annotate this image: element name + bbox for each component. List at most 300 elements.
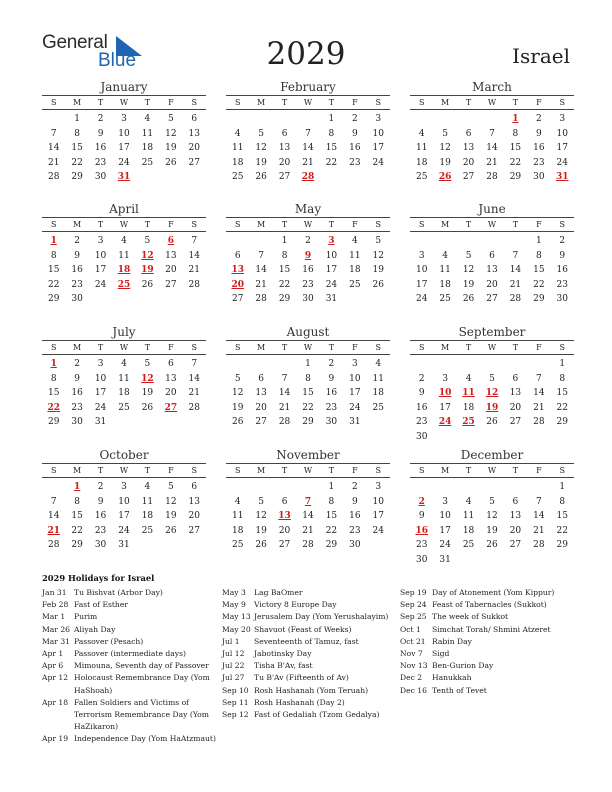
month-april xyxy=(42,202,206,307)
holiday-day-cell: 3 xyxy=(328,236,335,246)
day-cell: 19 xyxy=(372,265,384,275)
day-cell: 12 xyxy=(255,143,267,153)
day-cell: 29 xyxy=(71,172,83,182)
day-cell: 29 xyxy=(556,417,568,427)
day-cell: 23 xyxy=(349,525,361,536)
holiday-name: Fast of Esther xyxy=(74,600,128,610)
day-cell: 13 xyxy=(486,265,498,275)
day-cell: 2 xyxy=(418,373,425,384)
day-cell: 5 xyxy=(489,496,495,507)
holiday-entry xyxy=(400,611,580,623)
day-cell: 5 xyxy=(442,128,448,139)
weekday-label: W xyxy=(119,98,129,107)
month-name: February xyxy=(280,80,336,94)
day-cell: 11 xyxy=(141,496,154,507)
day-cell: 24 xyxy=(372,525,384,536)
weekday-label: T xyxy=(144,343,151,352)
empty-day-cell xyxy=(527,480,550,495)
holiday-day-cell: 25 xyxy=(117,279,131,290)
holiday-date: Apr 1 xyxy=(42,649,64,659)
day-cell: 3 xyxy=(121,114,127,124)
day-cell: 9 xyxy=(351,496,358,507)
day-cell: 25 xyxy=(415,172,428,182)
holiday-date: Jul 22 xyxy=(222,661,245,671)
day-cell: 20 xyxy=(278,157,291,168)
day-cell: 29 xyxy=(556,540,568,550)
empty-day-cell xyxy=(296,480,319,495)
weekday-header xyxy=(42,217,206,232)
holiday-day-cell: 1 xyxy=(50,236,57,246)
day-grid xyxy=(226,232,390,307)
day-cell: 6 xyxy=(489,250,495,261)
holiday-entry xyxy=(222,611,394,623)
day-cell: 31 xyxy=(325,294,338,304)
holiday-entry xyxy=(42,599,220,611)
day-cell: 12 xyxy=(165,128,177,139)
day-cell: 14 xyxy=(47,143,60,153)
holiday-name: Ben-Gurion Day xyxy=(432,661,494,671)
day-cell: 22 xyxy=(71,157,83,168)
weekday-label: M xyxy=(257,98,266,107)
weekday-label: F xyxy=(536,343,542,352)
holiday-day-cell: 19 xyxy=(141,265,154,275)
holiday-entry xyxy=(222,624,394,636)
day-cell: 2 xyxy=(351,482,358,492)
page-title-year: 2029 xyxy=(266,36,346,72)
day-cell: 9 xyxy=(97,496,104,507)
empty-day-cell xyxy=(480,357,503,372)
holiday-entry xyxy=(222,648,394,660)
holiday-date: Oct 21 xyxy=(400,636,426,646)
day-cell: 6 xyxy=(191,482,198,492)
day-cell: 9 xyxy=(328,373,335,384)
holiday-day-cell: 1 xyxy=(74,482,81,492)
holiday-date: Sep 24 xyxy=(400,600,427,610)
day-cell: 15 xyxy=(71,143,83,153)
day-cell: 31 xyxy=(349,417,361,427)
day-cell: 13 xyxy=(255,388,267,398)
day-cell: 17 xyxy=(372,511,384,521)
day-cell: 3 xyxy=(121,482,127,492)
day-cell: 15 xyxy=(47,388,60,398)
holiday-entry xyxy=(400,685,580,697)
holiday-name: Simchat Torah/ Shmini Atzeret xyxy=(432,624,551,634)
empty-day-cell xyxy=(273,112,296,127)
day-cell: 16 xyxy=(556,265,568,275)
holiday-date: Apr 19 xyxy=(42,734,69,744)
weekday-label: S xyxy=(559,466,566,475)
day-cell: 24 xyxy=(118,157,130,168)
day-cell: 17 xyxy=(439,525,451,536)
day-grid xyxy=(226,110,390,185)
holiday-entry xyxy=(42,624,220,636)
day-cell: 26 xyxy=(165,157,177,168)
day-cell: 24 xyxy=(415,294,428,304)
day-cell: 30 xyxy=(94,172,107,182)
day-cell: 5 xyxy=(144,236,151,246)
day-cell: 13 xyxy=(509,511,522,521)
weekday-label: S xyxy=(234,98,241,107)
day-cell: 30 xyxy=(415,431,428,442)
empty-day-cell xyxy=(433,357,456,372)
day-cell: 6 xyxy=(234,250,241,261)
day-cell: 15 xyxy=(325,511,338,521)
weekday-header xyxy=(42,340,206,355)
day-cell: 29 xyxy=(302,417,314,427)
day-cell: 7 xyxy=(489,128,495,139)
holiday-entry xyxy=(400,624,580,636)
holiday-day-cell: 2 xyxy=(418,496,425,507)
empty-day-cell xyxy=(504,480,527,495)
day-cell: 21 xyxy=(278,402,291,413)
day-cell: 30 xyxy=(556,294,568,304)
day-cell: 3 xyxy=(442,496,448,507)
holiday-entry xyxy=(42,660,220,672)
day-cell: 15 xyxy=(302,388,314,398)
holiday-column-2 xyxy=(222,587,394,721)
weekday-label: T xyxy=(328,98,335,107)
holiday-day-cell: 13 xyxy=(278,511,291,521)
day-cell: 13 xyxy=(188,128,200,139)
day-cell: 3 xyxy=(418,250,425,261)
day-cell: 19 xyxy=(141,388,154,398)
holiday-day-cell: 26 xyxy=(438,172,452,182)
day-cell: 17 xyxy=(439,402,451,413)
day-cell: 9 xyxy=(535,128,542,139)
day-cell: 26 xyxy=(486,417,498,427)
day-grid xyxy=(42,232,206,307)
holiday-entry xyxy=(400,587,580,599)
day-cell: 27 xyxy=(165,279,177,290)
day-cell: 4 xyxy=(121,236,127,246)
holiday-day-cell: 19 xyxy=(485,402,499,413)
day-cell: 11 xyxy=(141,128,154,139)
day-cell: 30 xyxy=(415,554,428,565)
day-cell: 9 xyxy=(418,511,425,521)
day-cell: 11 xyxy=(118,373,130,384)
weekday-label: S xyxy=(234,343,241,352)
day-cell: 20 xyxy=(509,402,522,413)
holiday-date: Feb 28 xyxy=(42,600,69,610)
day-cell: 11 xyxy=(439,265,451,275)
day-cell: 8 xyxy=(559,496,566,507)
month-june xyxy=(410,202,574,307)
day-grid xyxy=(410,355,574,444)
day-cell: 27 xyxy=(188,157,200,168)
weekday-label: T xyxy=(281,466,288,475)
day-cell: 22 xyxy=(509,157,522,168)
month-name: March xyxy=(472,80,512,94)
holiday-column-1 xyxy=(42,587,220,746)
day-cell: 21 xyxy=(533,525,545,536)
day-cell: 16 xyxy=(302,265,314,275)
weekday-label: T xyxy=(97,98,104,107)
day-cell: 26 xyxy=(486,540,498,550)
weekday-label: S xyxy=(418,98,425,107)
day-cell: 21 xyxy=(533,402,545,413)
holiday-date: Jul 12 xyxy=(222,649,245,659)
day-cell: 4 xyxy=(465,496,472,507)
day-cell: 22 xyxy=(302,402,314,413)
day-cell: 16 xyxy=(349,511,361,521)
day-cell: 12 xyxy=(231,388,244,398)
day-cell: 1 xyxy=(328,114,335,124)
holiday-day-cell: 31 xyxy=(117,172,131,182)
day-cell: 22 xyxy=(71,525,83,536)
day-grid xyxy=(42,355,206,430)
day-cell: 5 xyxy=(489,373,495,384)
day-cell: 3 xyxy=(97,236,104,246)
holiday-day-cell: 16 xyxy=(415,525,428,536)
day-cell: 23 xyxy=(94,157,107,168)
day-cell: 8 xyxy=(535,250,542,261)
day-cell: 19 xyxy=(255,157,267,168)
day-cell: 6 xyxy=(258,373,264,384)
day-cell: 4 xyxy=(144,114,151,124)
holiday-date: Jan 31 xyxy=(42,588,67,597)
day-cell: 30 xyxy=(325,417,338,427)
day-cell: 12 xyxy=(165,496,177,507)
day-cell: 4 xyxy=(442,250,448,261)
day-cell: 6 xyxy=(167,359,174,369)
logo-text-general: General xyxy=(42,32,108,53)
day-cell: 31 xyxy=(439,554,451,565)
day-cell: 3 xyxy=(375,114,382,124)
day-cell: 11 xyxy=(118,250,130,261)
weekday-label: F xyxy=(352,343,358,352)
day-cell: 31 xyxy=(94,417,107,427)
weekday-label: S xyxy=(191,98,198,107)
weekday-label: W xyxy=(487,466,497,475)
holiday-name: Shavuot (Feast of Weeks) xyxy=(254,624,352,634)
day-cell: 10 xyxy=(415,265,428,275)
day-grid xyxy=(410,478,574,567)
holiday-name: Rosh Hashanah (Yom Teruah) xyxy=(254,685,369,695)
day-cell: 14 xyxy=(533,388,545,398)
day-cell: 23 xyxy=(349,157,361,168)
day-cell: 9 xyxy=(418,388,425,398)
day-cell: 8 xyxy=(328,496,335,507)
day-cell: 30 xyxy=(349,540,361,550)
holiday-day-cell: 31 xyxy=(556,172,569,182)
day-cell: 13 xyxy=(462,143,475,153)
weekday-label: S xyxy=(50,343,57,352)
empty-day-cell xyxy=(273,357,296,372)
day-cell: 14 xyxy=(302,511,314,521)
holiday-date: Mar 31 xyxy=(42,636,71,646)
empty-day-cell xyxy=(249,112,272,127)
weekday-label: S xyxy=(234,466,241,475)
empty-day-cell xyxy=(433,480,456,495)
day-cell: 11 xyxy=(349,250,361,261)
day-cell: 17 xyxy=(118,143,130,153)
day-cell: 18 xyxy=(118,388,130,398)
empty-day-cell xyxy=(249,480,272,495)
day-cell: 25 xyxy=(231,540,244,550)
holiday-day-cell: 11 xyxy=(462,388,475,398)
day-cell: 3 xyxy=(442,373,448,384)
weekday-header xyxy=(410,95,574,110)
day-cell: 24 xyxy=(349,402,361,413)
holiday-entry xyxy=(222,587,394,599)
day-cell: 16 xyxy=(325,388,338,398)
holiday-name: Tu B'Av (Fifteenth of Av) xyxy=(254,673,349,683)
empty-day-cell xyxy=(527,357,550,372)
month-december xyxy=(410,448,574,567)
month-february xyxy=(226,80,390,185)
day-cell: 7 xyxy=(191,359,198,369)
weekday-label: S xyxy=(418,220,425,229)
month-september xyxy=(410,325,574,444)
weekday-label: T xyxy=(144,220,151,229)
day-cell: 28 xyxy=(255,294,267,304)
holiday-entry xyxy=(400,672,580,684)
empty-day-cell xyxy=(42,480,65,495)
day-grid xyxy=(42,478,206,553)
holiday-entry xyxy=(42,648,220,660)
weekday-label: T xyxy=(144,98,151,107)
day-cell: 23 xyxy=(71,279,83,290)
day-cell: 9 xyxy=(351,128,358,139)
weekday-label: S xyxy=(50,98,57,107)
day-cell: 28 xyxy=(509,294,522,304)
day-cell: 15 xyxy=(47,265,60,275)
day-cell: 16 xyxy=(415,402,428,413)
day-cell: 25 xyxy=(349,279,361,290)
day-cell: 13 xyxy=(165,373,177,384)
holiday-date: Mar 1 xyxy=(42,612,66,622)
weekday-header xyxy=(226,217,390,232)
holiday-date: Sep 10 xyxy=(222,685,249,695)
day-cell: 20 xyxy=(486,279,498,290)
day-cell: 10 xyxy=(556,128,568,139)
empty-day-cell xyxy=(249,357,272,372)
day-cell: 21 xyxy=(47,157,60,168)
day-cell: 23 xyxy=(415,417,428,427)
month-name: July xyxy=(112,325,136,339)
weekday-label: T xyxy=(465,98,472,107)
holiday-name: Sigd xyxy=(432,649,450,659)
weekday-label: F xyxy=(168,220,174,229)
weekday-label: T xyxy=(512,98,519,107)
weekday-label: T xyxy=(328,220,335,229)
holiday-date: Nov 7 xyxy=(400,649,423,659)
day-cell: 10 xyxy=(439,511,451,521)
day-cell: 6 xyxy=(281,496,288,507)
day-cell: 12 xyxy=(486,511,498,521)
day-cell: 10 xyxy=(372,496,384,507)
day-cell: 19 xyxy=(486,525,498,536)
empty-day-cell xyxy=(226,234,249,249)
day-cell: 2 xyxy=(535,114,542,124)
weekday-label: T xyxy=(465,466,472,475)
day-cell: 18 xyxy=(462,525,475,536)
holiday-entry xyxy=(42,587,220,599)
day-cell: 2 xyxy=(351,114,358,124)
weekday-label: T xyxy=(465,343,472,352)
day-cell: 27 xyxy=(509,540,522,550)
day-cell: 18 xyxy=(141,143,154,153)
day-cell: 8 xyxy=(559,373,566,384)
holiday-entry xyxy=(42,697,220,734)
holiday-entry xyxy=(222,660,394,672)
holiday-column-3 xyxy=(400,587,580,697)
day-cell: 1 xyxy=(74,114,80,124)
day-cell: 30 xyxy=(533,172,545,182)
day-cell: 25 xyxy=(141,157,154,168)
weekday-label: T xyxy=(97,466,104,475)
day-cell: 19 xyxy=(255,525,267,536)
weekday-label: F xyxy=(168,98,174,107)
day-cell: 4 xyxy=(234,496,241,507)
day-cell: 7 xyxy=(535,373,542,384)
day-cell: 21 xyxy=(509,279,522,290)
empty-day-cell xyxy=(457,480,480,495)
holiday-entry xyxy=(42,672,220,696)
holiday-list-title: 2029 Holidays for Israel xyxy=(42,573,155,583)
day-cell: 19 xyxy=(462,279,475,290)
day-cell: 8 xyxy=(74,496,80,507)
holiday-entry xyxy=(400,636,580,648)
day-cell: 29 xyxy=(533,294,545,304)
day-cell: 27 xyxy=(509,417,522,427)
day-cell: 17 xyxy=(372,143,384,153)
holiday-date: Jul 27 xyxy=(222,673,245,683)
holiday-date: Apr 12 xyxy=(42,673,69,683)
day-cell: 3 xyxy=(351,359,358,369)
day-cell: 29 xyxy=(47,417,60,427)
day-cell: 12 xyxy=(372,250,384,261)
day-cell: 10 xyxy=(325,250,338,261)
holiday-date: Apr 6 xyxy=(42,661,64,671)
day-cell: 20 xyxy=(278,525,291,536)
day-grid xyxy=(226,478,390,553)
day-cell: 20 xyxy=(188,511,200,521)
day-cell: 2 xyxy=(328,359,335,369)
holiday-day-cell: 9 xyxy=(304,250,312,261)
day-cell: 17 xyxy=(325,265,338,275)
holiday-day-cell: 21 xyxy=(47,525,60,536)
day-cell: 21 xyxy=(302,157,314,168)
day-cell: 17 xyxy=(556,143,568,153)
holiday-list xyxy=(42,573,582,744)
day-cell: 1 xyxy=(559,359,566,369)
day-cell: 18 xyxy=(231,525,244,536)
day-cell: 10 xyxy=(372,128,384,139)
day-cell: 26 xyxy=(372,279,384,290)
weekday-label: S xyxy=(50,466,57,475)
day-cell: 19 xyxy=(165,143,177,153)
empty-day-cell xyxy=(226,112,249,127)
day-cell: 3 xyxy=(97,359,104,369)
day-cell: 21 xyxy=(486,157,498,168)
holiday-date: Dec 16 xyxy=(400,685,427,695)
holiday-name: Victory 8 Europe Day xyxy=(254,600,337,610)
day-cell: 15 xyxy=(71,511,83,521)
day-cell: 22 xyxy=(533,279,545,290)
holiday-day-cell: 18 xyxy=(117,265,131,275)
weekday-label: T xyxy=(512,466,519,475)
day-cell: 12 xyxy=(462,265,475,275)
holiday-name: Rabin Day xyxy=(432,636,472,646)
day-grid xyxy=(410,110,574,185)
weekday-label: T xyxy=(328,343,335,352)
day-cell: 15 xyxy=(533,265,545,275)
day-cell: 12 xyxy=(255,511,267,521)
day-cell: 18 xyxy=(349,265,361,275)
holiday-day-cell: 1 xyxy=(50,359,57,369)
day-cell: 30 xyxy=(302,294,314,304)
